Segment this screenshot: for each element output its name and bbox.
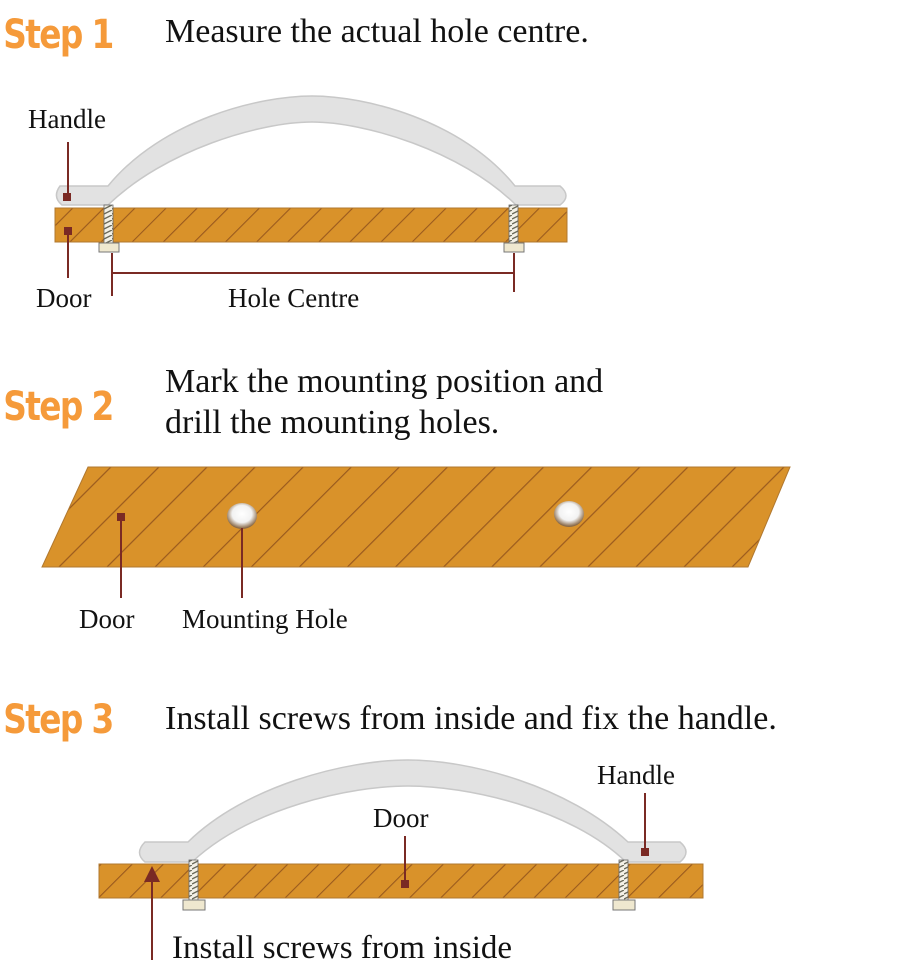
step-3-instruction: Install screws from inside and fix the handle. — [165, 700, 777, 737]
step-2-label: Step 2 — [3, 382, 113, 430]
step-2-mounting-hole-left — [227, 503, 257, 529]
step-2-instruction-line-2: drill the mounting holes. — [165, 404, 500, 441]
step-1-hole-centre-callout: Hole Centre — [228, 283, 360, 313]
step-1-door-callout: Door — [36, 283, 92, 313]
step-3-handle-marker — [641, 848, 649, 856]
step-2-door-marker — [117, 513, 125, 521]
step-3-label: Step 3 — [3, 695, 113, 743]
step-1-label: Step 1 — [3, 10, 113, 58]
step-1-door — [55, 208, 567, 242]
step-1-handle-callout: Handle — [28, 104, 106, 134]
step-1-door-marker — [64, 227, 72, 235]
step-1-handle-marker — [63, 193, 71, 201]
step-1 — [3, 11, 589, 313]
step-1-handle — [56, 96, 566, 205]
step-2-instruction-line-1: Mark the mounting position and — [165, 363, 604, 400]
step-2-door-callout: Door — [79, 604, 135, 634]
step-1-instruction: Measure the actual hole centre. — [165, 13, 589, 50]
step-2-door — [42, 467, 790, 567]
step-3 — [3, 696, 777, 966]
step-3-handle-callout: Handle — [597, 760, 675, 790]
step-2-mounting-hole-right — [554, 501, 584, 527]
step-3-door-marker — [401, 880, 409, 888]
step-3-door-callout: Door — [373, 803, 429, 833]
step-3-screws-callout: Install screws from inside — [172, 930, 513, 966]
step-2-mounting-hole-callout: Mounting Hole — [182, 604, 348, 634]
step-2 — [3, 363, 790, 634]
